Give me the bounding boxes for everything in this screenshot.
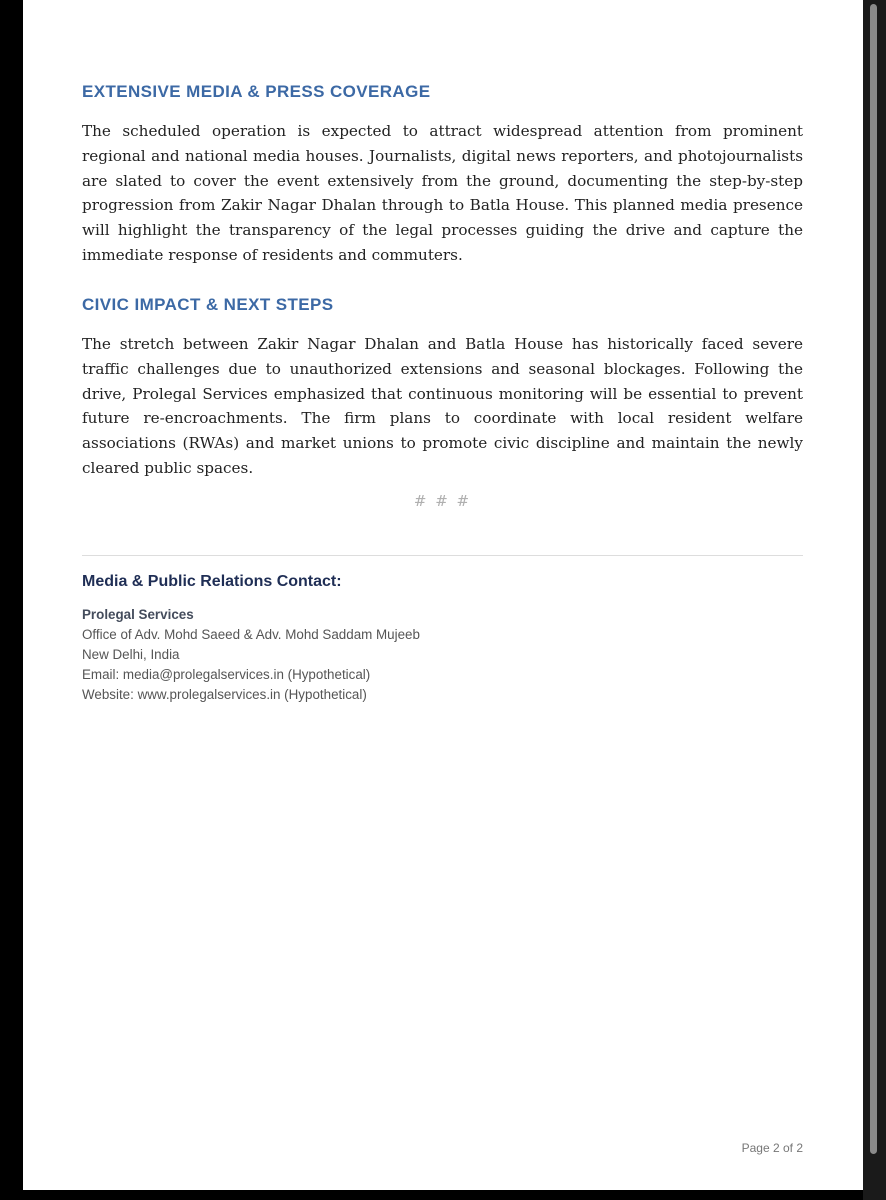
section-heading-civic-impact: CIVIC IMPACT & NEXT STEPS — [82, 295, 334, 314]
end-marker: # # # — [413, 492, 472, 510]
contact-email[interactable]: Email: media@prolegalservices.in (Hypothetical) — [82, 667, 371, 682]
contact-block — [82, 605, 420, 705]
contact-website[interactable]: Website: www.prolegalservices.in (Hypothetical) — [82, 687, 367, 702]
section-body-civic-impact: The stretch between Zakir Nagar Dhalan and Batla House has historically faced severe traffic challenges due to unauthorized extensions and seasonal blockages. Following the drive, Prolegal Services emphasized that continuous monitoring will be essential to prevent future re-encroachments. The firm plans to coordinate with local resident welfare associations (RWAs) and market unions to promote civic discipline and maintain the newly cleared public spaces. — [82, 335, 803, 477]
section-heading-media-coverage: EXTENSIVE MEDIA & PRESS COVERAGE — [82, 82, 431, 101]
page-number: Page 2 of 2 — [741, 1141, 803, 1155]
scrollbar-thumb[interactable] — [870, 4, 877, 1154]
contact-company: Prolegal Services — [82, 607, 194, 622]
contact-location: New Delhi, India — [82, 647, 180, 662]
contact-office: Office of Adv. Mohd Saeed & Adv. Mohd Saddam Mujeeb — [82, 627, 420, 642]
contact-title: Media & Public Relations Contact: — [82, 573, 342, 590]
divider — [82, 555, 803, 556]
section-body-media-coverage: The scheduled operation is expected to attract widespread attention from prominent regional and national media houses. Journalists, digital news reporters, and photojournalists are slated to cover the event extensively from the ground, documenting the step-by-step progression from Zakir Nagar Dhalan through to Batla House. This planned media presence will highlight the transparency of the legal processes guiding the drive and capture the immediate response of residents and commuters. — [82, 122, 803, 264]
document-page — [23, 0, 863, 1190]
